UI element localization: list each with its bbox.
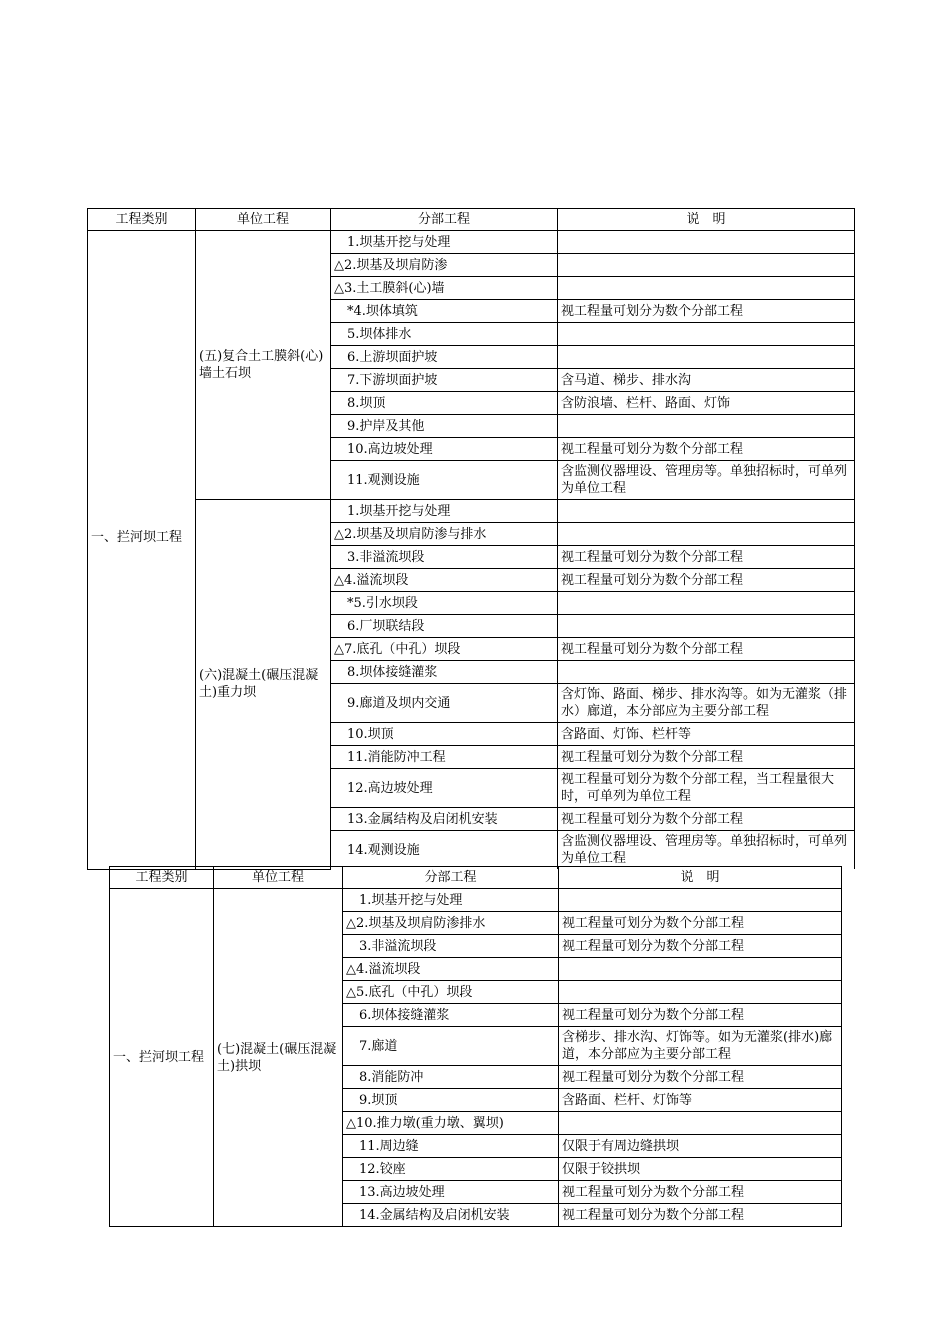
part-cell: △4.溢流坝段 xyxy=(331,569,558,592)
part-cell: 14.观测设施 xyxy=(331,831,558,870)
note-cell: 视工程量可划分为数个分部工程 xyxy=(559,1181,842,1204)
part-cell: 8.坝顶 xyxy=(331,392,558,415)
part-cell: 8.消能防冲 xyxy=(343,1066,559,1089)
note-cell: 视工程量可划分为数个分部工程 xyxy=(559,912,842,935)
note-cell xyxy=(558,500,855,523)
table-row xyxy=(110,889,842,912)
note-cell: 视工程量可划分为数个分部工程 xyxy=(559,1066,842,1089)
table-dam-units-2 xyxy=(109,866,842,1227)
note-cell xyxy=(558,323,855,346)
note-cell: 视工程量可划分为数个分部工程 xyxy=(558,438,855,461)
part-cell: 1.坝基开挖与处理 xyxy=(343,889,559,912)
part-cell: 9.廊道及坝内交通 xyxy=(331,684,558,723)
part-cell: 9.坝顶 xyxy=(343,1089,559,1112)
note-cell: 含马道、梯步、排水沟 xyxy=(558,369,855,392)
part-cell: △2.坝基及坝肩防渗排水 xyxy=(343,912,559,935)
part-cell: 1.坝基开挖与处理 xyxy=(331,231,558,254)
note-cell: 含路面、栏杆、灯饰等 xyxy=(559,1089,842,1112)
header-row xyxy=(110,867,842,889)
table-row xyxy=(88,231,855,254)
part-cell: 10.高边坡处理 xyxy=(331,438,558,461)
note-cell xyxy=(558,592,855,615)
note-cell xyxy=(559,1112,842,1135)
column-header: 分部工程 xyxy=(331,209,558,231)
note-cell: 仅限于铰拱坝 xyxy=(559,1158,842,1181)
column-header: 工程类别 xyxy=(110,867,214,889)
unit-cell: (五)复合土工膜斜(心)墙土石坝 xyxy=(196,231,331,500)
part-cell: 3.非溢流坝段 xyxy=(343,935,559,958)
note-cell xyxy=(559,981,842,1004)
part-cell: 8.坝体接缝灌浆 xyxy=(331,661,558,684)
part-cell: 5.坝体排水 xyxy=(331,323,558,346)
part-cell: 3.非溢流坝段 xyxy=(331,546,558,569)
column-header: 单位工程 xyxy=(214,867,343,889)
note-cell xyxy=(558,523,855,546)
note-cell xyxy=(558,231,855,254)
note-cell: 视工程量可划分为数个分部工程 xyxy=(559,935,842,958)
part-cell: 9.护岸及其他 xyxy=(331,415,558,438)
category-cell: 一、拦河坝工程 xyxy=(88,231,196,870)
part-cell: △4.溢流坝段 xyxy=(343,958,559,981)
part-cell: 10.坝顶 xyxy=(331,723,558,746)
note-cell: 视工程量可划分为数个分部工程 xyxy=(558,808,855,831)
part-cell: 12.铰座 xyxy=(343,1158,559,1181)
part-cell: 6.厂坝联结段 xyxy=(331,615,558,638)
note-cell xyxy=(558,415,855,438)
note-cell: 含防浪墙、栏杆、路面、灯饰 xyxy=(558,392,855,415)
header-row xyxy=(88,209,855,231)
table-dam-units-1 xyxy=(87,208,855,870)
unit-cell: (六)混凝土(碾压混凝土)重力坝 xyxy=(196,500,331,870)
part-cell: 11.消能防冲工程 xyxy=(331,746,558,769)
part-cell: 7.下游坝面护坡 xyxy=(331,369,558,392)
note-cell xyxy=(559,889,842,912)
part-cell: △5.底孔（中孔）坝段 xyxy=(343,981,559,1004)
note-cell xyxy=(559,958,842,981)
note-cell: 含监测仪器埋设、管理房等。单独招标时，可单列为单位工程 xyxy=(558,831,855,870)
note-cell: 视工程量可划分为数个分部工程 xyxy=(559,1204,842,1227)
part-cell: △7.底孔（中孔）坝段 xyxy=(331,638,558,661)
column-header: 工程类别 xyxy=(88,209,196,231)
part-cell: 13.金属结构及启闭机安装 xyxy=(331,808,558,831)
column-header: 说 明 xyxy=(558,209,855,231)
part-cell: △10.推力墩(重力墩、翼坝) xyxy=(343,1112,559,1135)
table-row xyxy=(88,500,855,523)
category-cell: 一、拦河坝工程 xyxy=(110,889,214,1227)
note-cell: 视工程量可划分为数个分部工程 xyxy=(558,569,855,592)
part-cell: 13.高边坡处理 xyxy=(343,1181,559,1204)
column-header: 单位工程 xyxy=(196,209,331,231)
note-cell: 视工程量可划分为数个分部工程 xyxy=(558,300,855,323)
column-header: 说 明 xyxy=(559,867,842,889)
part-cell: 1.坝基开挖与处理 xyxy=(331,500,558,523)
part-cell: *4.坝体填筑 xyxy=(331,300,558,323)
part-cell: △2.坝基及坝肩防渗与排水 xyxy=(331,523,558,546)
part-cell: △2.坝基及坝肩防渗 xyxy=(331,254,558,277)
part-cell: △3.土工膜斜(心)墙 xyxy=(331,277,558,300)
part-cell: 11.周边缝 xyxy=(343,1135,559,1158)
part-cell: 6.上游坝面护坡 xyxy=(331,346,558,369)
part-cell: 14.金属结构及启闭机安装 xyxy=(343,1204,559,1227)
part-cell: 12.高边坡处理 xyxy=(331,769,558,808)
part-cell: 11.观测设施 xyxy=(331,461,558,500)
note-cell: 含路面、灯饰、栏杆等 xyxy=(558,723,855,746)
note-cell: 仅限于有周边缝拱坝 xyxy=(559,1135,842,1158)
column-header: 分部工程 xyxy=(343,867,559,889)
note-cell: 视工程量可划分为数个分部工程 xyxy=(558,746,855,769)
note-cell xyxy=(558,254,855,277)
note-cell: 视工程量可划分为数个分部工程 xyxy=(558,546,855,569)
note-cell xyxy=(558,661,855,684)
note-cell: 视工程量可划分为数个分部工程 xyxy=(558,638,855,661)
note-cell: 视工程量可划分为数个分部工程 xyxy=(559,1004,842,1027)
part-cell: 6.坝体接缝灌浆 xyxy=(343,1004,559,1027)
note-cell: 视工程量可划分为数个分部工程，当工程量很大时，可单列为单位工程 xyxy=(558,769,855,808)
note-cell xyxy=(558,615,855,638)
part-cell: *5.引水坝段 xyxy=(331,592,558,615)
note-cell: 含监测仪器埋设、管理房等。单独招标时，可单列为单位工程 xyxy=(558,461,855,500)
note-cell: 含灯饰、路面、梯步、排水沟等。如为无灌浆（排水）廊道，本分部应为主要分部工程 xyxy=(558,684,855,723)
part-cell: 7.廊道 xyxy=(343,1027,559,1066)
note-cell: 含梯步、排水沟、灯饰等。如为无灌浆(排水)廊道，本分部应为主要分部工程 xyxy=(559,1027,842,1066)
note-cell xyxy=(558,277,855,300)
unit-cell: (七)混凝土(碾压混凝土)拱坝 xyxy=(214,889,343,1227)
note-cell xyxy=(558,346,855,369)
